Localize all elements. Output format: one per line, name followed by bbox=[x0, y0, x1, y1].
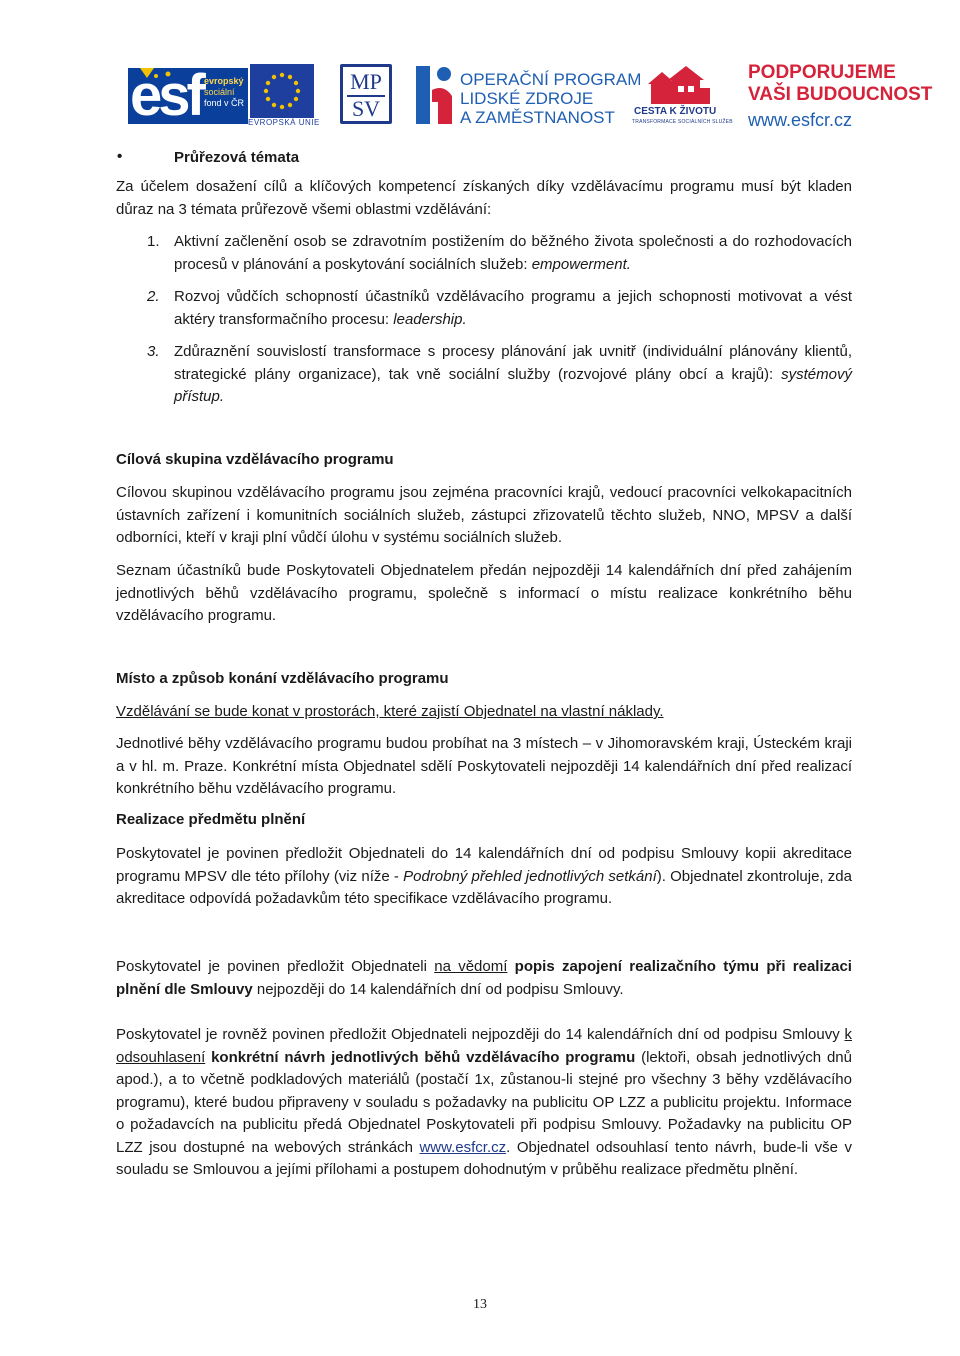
cesta-title: CESTA K ŽIVOTU bbox=[634, 106, 717, 117]
esf-caption-line2: sociální bbox=[204, 87, 235, 97]
esf-caption bbox=[204, 76, 244, 109]
list-item-3-term: systémový přístup. bbox=[174, 365, 852, 405]
section3-paragraph-1: Jednotlivé běhy vzdělávacího programu budou probíhat na 3 místech – v Jihomoravském kraji, Ústeckém kraji a v hl. m. Praze. Konkrétní místa Objednatel sdělí Poskytovateli nejpozději 14 kalendářních dní před realizací konkrétního běhu vzdělávacího programu. bbox=[116, 735, 852, 797]
houses-icon bbox=[648, 66, 712, 104]
slogan-line1: PODPORUJEME bbox=[748, 62, 896, 83]
slogan bbox=[748, 62, 932, 106]
section4-paragraph-2 bbox=[116, 956, 852, 1001]
list-item-3-text: Zdůraznění souvislostí transformace s procesy plánování jak uvnitř (individuální plánovány klientů, strategické plány organizace), tak vně sociální služby (rozvojové plány obcí a krajů): bbox=[174, 343, 852, 383]
section4-p2-bold: popis zapojení realizačního týmu při realizaci plnění dle Smlouvy bbox=[116, 958, 852, 998]
oplz-figure-icon bbox=[414, 62, 454, 126]
list-item-2-text: Rozvoj vůdčích schopností účastníků vzdělávacího programu a jejich schopnosti motivovat a vést aktéry transformačního procesu: bbox=[174, 288, 852, 328]
esf-letters: esf bbox=[130, 63, 202, 128]
section4-paragraph-3 bbox=[116, 1024, 852, 1182]
list-item-3 bbox=[147, 341, 852, 409]
mpsv-logo-top: MP bbox=[350, 69, 382, 94]
section4-p3-part-a: Poskytovatel je rovněž povinen předložit Objednateli nejpozději do 14 kalendářních dní od podpisu Smlouvy bbox=[116, 1026, 845, 1043]
list-item-2 bbox=[147, 286, 852, 331]
oplz-mark-icon bbox=[414, 62, 454, 126]
section4-p3-bold: konkrétní návrh jednotlivých běhů vzdělávacího programu bbox=[211, 1048, 636, 1066]
mpsv-logo-bottom: SV bbox=[351, 96, 381, 121]
list-item-1 bbox=[147, 231, 852, 276]
esfcr-link[interactable]: www.esfcr.cz bbox=[419, 1138, 507, 1156]
list-item-1-term: empowerment. bbox=[531, 255, 631, 273]
bullet-icon: • bbox=[117, 148, 123, 165]
section2-heading: Cílová skupina vzdělávacího programu bbox=[116, 451, 394, 468]
page-number: 13 bbox=[473, 1297, 487, 1312]
oplz-line1: OPERAČNÍ PROGRAM bbox=[460, 70, 642, 89]
section3-heading: Místo a způsob konání vzdělávacího programu bbox=[116, 670, 449, 687]
section4-p2-space bbox=[507, 958, 514, 975]
header-url-link[interactable]: www.esfcr.cz bbox=[748, 110, 853, 130]
mpsv-logo bbox=[340, 64, 392, 124]
section4-heading: Realizace předmětu plnění bbox=[116, 811, 306, 828]
section4-p1-italic: Podrobný přehled jednotlivých setkání bbox=[403, 867, 657, 885]
list-item-2-number: 2. bbox=[147, 288, 160, 305]
section4-p2-part-b: nejpozději do 14 kalendářních dní od podpisu Smlouvy. bbox=[252, 980, 624, 998]
section4-p3-underlined: k odsouhlasení bbox=[116, 1026, 852, 1066]
section4-p1-part-b: ). Objednatel zkontroluje, zda akreditace odpovídá požadavkům této specifikace vzdělávacího programu. bbox=[116, 867, 852, 907]
esf-caption-line3: fond v ČR bbox=[204, 98, 245, 108]
section4-p1-part-a: Poskytovatel je povinen předložit Objednateli do 14 kalendářních dní od podpisu Smlouvy kopii akreditace programu MPSV dle této přílohy (viz níže - bbox=[116, 845, 852, 885]
esf-caption-line1: evropský bbox=[204, 76, 244, 86]
section4-paragraph-1 bbox=[116, 843, 852, 911]
section4-p3-part-c: . Objednatel odsouhlasí tento návrh, bude-li vše v souladu se Smlouvou a jejími přílohami a postupem dohodnutým v průběhu realizace předmětu plnění. bbox=[116, 1138, 852, 1178]
section1-intro: Za účelem dosažení cílů a klíčových kompetencí získaných díky vzdělávacímu programu musí být kladen důraz na 3 témata průřezově všemi oblastmi vzdělávání: bbox=[116, 178, 852, 218]
section4-p2-part-a: Poskytovatel je povinen předložit Objednateli bbox=[116, 958, 435, 975]
eu-caption: EVROPSKÁ UNIE bbox=[248, 118, 320, 127]
slogan-line2: VAŠI BUDOUCNOST bbox=[748, 84, 933, 105]
list-item-3-number: 3. bbox=[147, 343, 160, 360]
oplz-line3: A ZAMĚSTNANOST bbox=[460, 108, 615, 127]
eu-stars-icon bbox=[250, 64, 314, 118]
oplz-line2: LIDSKÉ ZDROJE bbox=[460, 89, 594, 108]
section2-paragraph-1: Cílovou skupinou vzdělávacího programu jsou zejména pracovníci krajů, vedoucí pracovníci velkokapacitních ústavních zařízení i komunitních sociálních služeb, zástupci zřizovatelů těchto služeb, NNO, MPSV a další odborníci, kteří v kraji plní vůdčí úlohu v systému sociálních služeb. bbox=[116, 484, 852, 546]
list-item-1-text: Aktivní začlenění osob se zdravotním postižením do běžného života společnosti a do rozhodovacích procesů v plánování a poskytování sociálních služeb: bbox=[174, 233, 852, 273]
esf-logo bbox=[128, 62, 248, 128]
eu-flag-icon bbox=[250, 64, 314, 118]
section2-paragraph-2: Seznam účastníků bude Poskytovateli Objednatelem předán nejpozději 14 kalendářních dní před zahájením jednotlivých běhů vzdělávacího programu, společně s informací o místu realizace konkrétního běhu vzdělávacího programu. bbox=[116, 562, 852, 624]
cesta-subtitle: TRANSFORMACE SOCIÁLNÍCH SLUŽEB bbox=[632, 119, 733, 125]
oplz-title bbox=[460, 70, 641, 127]
section4-p2-underlined: na vědomí bbox=[434, 958, 508, 975]
section3-venue-note: Vzdělávání se bude konat v prostorách, které zajistí Objednatel na vlastní náklady. bbox=[116, 703, 664, 720]
list-item-2-term: leadership. bbox=[393, 310, 467, 328]
section4-p3-part-b: (lektoři, obsah jednotlivých dnů apod.), a to včetně podkladových materiálů (postačí 1x, zůstanou-li stejné pro všechny 3 běhy vzdělávacího programu), které budou připraveny v souladu s požadavky na publicitu OP LZZ a publicitu projektu. Informace o požadavcích na publicitu předá Objednatel Poskytovateli při podpisu Smlouvy. Požadavky na publicitu OP LZZ jsou dostupné na webových stránkách bbox=[116, 1048, 852, 1156]
section1-heading: Průřezová témata bbox=[174, 149, 300, 166]
list-item-1-number: 1. bbox=[147, 233, 160, 250]
cesta-houses-icon bbox=[648, 66, 712, 104]
